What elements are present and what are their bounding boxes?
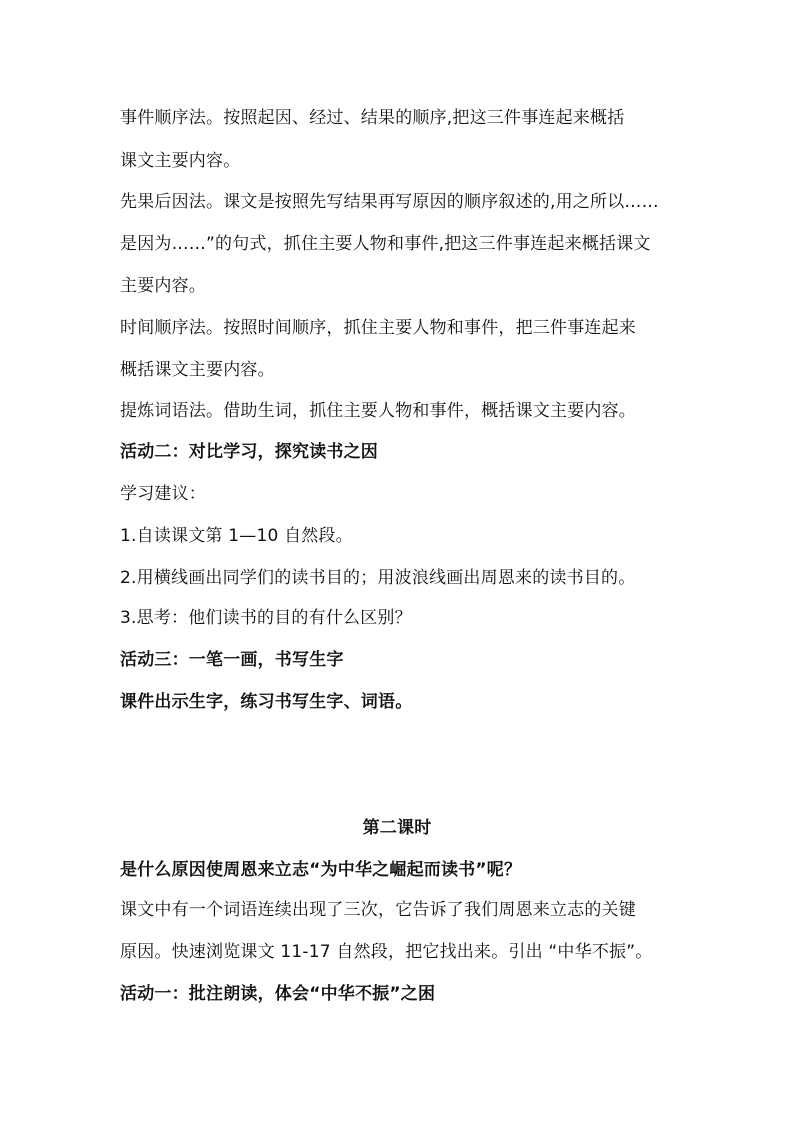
activity-heading: 活动一：批注朗读，体会“中华不振”之困 <box>120 984 436 1004</box>
bold-text-line: 课件出示生字，练习书写生字、词语。 <box>120 692 413 712</box>
list-item: 1.自读课文第 1—10 自然段。 <box>120 526 353 546</box>
body-text-line: 概括课文主要内容。 <box>120 360 275 380</box>
body-text-line: 是因为……”的句式，抓住主要人物和事件,把这三件事连起来概括课文 <box>120 234 651 254</box>
body-text-line: 课文中有一个词语连续出现了三次，它告诉了我们周恩来立志的关键 <box>120 900 636 920</box>
list-item: 3.思考：他们读书的目的有什么区别？ <box>120 608 412 628</box>
body-text-line: 事件顺序法。按照起因、经过、结果的顺序,把这三件事连起来概括 <box>120 108 625 128</box>
body-text-line: 学习建议： <box>120 484 206 504</box>
body-text-line: 提炼词语法。借助生词，抓住主要人物和事件，概括课文主要内容。 <box>120 401 636 421</box>
body-text-line: 时间顺序法。按照时间顺序，抓住主要人物和事件，把三件事连起来 <box>120 318 636 338</box>
body-text-line: 主要内容。 <box>120 276 206 296</box>
body-text-line: 原因。快速浏览课文 11-17 自然段，把它找出来。引出 “中华不振”。 <box>120 942 653 962</box>
activity-heading: 活动三：一笔一画，书写生字 <box>120 650 344 670</box>
section-title: 第二课时 <box>362 818 432 838</box>
body-text-line: 课文主要内容。 <box>120 151 241 171</box>
question-heading: 是什么原因使周恩来立志“为中华之崛起而读书”呢？ <box>120 860 522 880</box>
body-text-line: 先果后因法。课文是按照先写结果再写原因的顺序叙述的,用之所以…… <box>120 192 659 212</box>
activity-heading: 活动二：对比学习，探究读书之因 <box>120 442 378 462</box>
list-item: 2.用横线画出同学们的读书目的；用波浪线画出周恩来的读书目的。 <box>120 568 636 588</box>
